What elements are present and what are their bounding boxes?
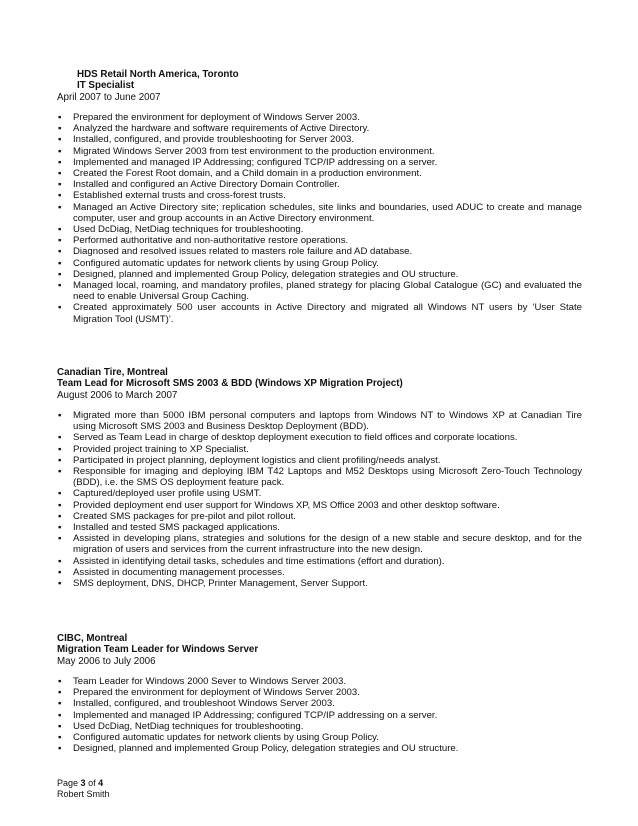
list-item: ▪ Assisted in developing plans, strategies and solutions for the design of a new stable and secure desktop, and for the migration of users and services from the current infrastructure into the new design. (58, 533, 582, 556)
bullet-icon: ▪ (58, 235, 62, 247)
list-item: ▪ Created SMS packages for pre-pilot and pilot rollout. (58, 510, 296, 522)
bullet-icon: ▪ (58, 190, 62, 202)
list-item: ▪ Captured/deployed user profile using USMT. (58, 488, 262, 500)
bullet-icon: ▪ (58, 731, 62, 743)
bullet-icon: ▪ (58, 156, 62, 168)
bullet-icon: ▪ (58, 488, 62, 500)
bullet-icon: ▪ (58, 675, 62, 687)
job-entry (57, 633, 582, 754)
list-item: ▪ Implemented and managed IP Addressing; configured TCP/IP addressing on a server. (58, 156, 438, 168)
responsibility-list (57, 112, 582, 325)
bullet-icon: ▪ (58, 465, 62, 477)
list-item: ▪ Prepared the environment for deployment of Windows Server 2003. (58, 687, 360, 699)
bullet-icon: ▪ (58, 577, 62, 589)
list-item: ▪ Installed, configured, and provide troubleshooting for Server 2003. (58, 134, 355, 146)
bullet-icon: ▪ (58, 443, 62, 455)
list-item: ▪ Configured automatic updates for network clients by using Group Policy. (58, 257, 379, 269)
responsibility-list (57, 410, 582, 589)
bullet-icon: ▪ (58, 279, 62, 291)
page-number: Page 3 of 4 (57, 778, 104, 788)
list-item: ▪ Configured automatic updates for network clients by using Group Policy. (58, 731, 379, 743)
job-entry (57, 367, 582, 589)
list-item: ▪ Designed, planned and implemented Group Policy, delegation strategies and OU structure. (58, 743, 459, 755)
list-item: ▪ Migrated Windows Server 2003 from test environment to the production environment. (58, 145, 435, 157)
list-item: ▪ Installed and tested SMS packaged applications. (58, 521, 280, 533)
bullet-icon: ▪ (58, 201, 62, 213)
list-item: ▪ Used DcDiag, NetDiag techniques for troubleshooting. (58, 223, 304, 235)
list-item: ▪ Created the Forest Root domain, and a Child domain in a production environment. (58, 167, 422, 179)
job-dates: August 2006 to March 2007 (57, 389, 178, 401)
list-item: ▪ Designed, planned and implemented Group Policy, delegation strategies and OU structure. (58, 268, 459, 280)
bullet-icon: ▪ (58, 454, 62, 466)
company-name: HDS Retail North America, Toronto (77, 69, 239, 80)
list-item: ▪ Assisted in identifying detail tasks, schedules and time estimations (effort and duration). (58, 555, 445, 567)
job-title: IT Specialist (77, 80, 135, 92)
list-item: ▪ SMS deployment, DNS, DHCP, Printer Management, Server Support. (58, 577, 368, 589)
job-title: Team Lead for Microsoft SMS 2003 & BDD (Windows XP Migration Project) (57, 378, 403, 390)
page-footer (57, 778, 110, 800)
bullet-icon: ▪ (58, 510, 62, 522)
job-dates: May 2006 to July 2006 (57, 655, 156, 667)
job-entry (57, 69, 582, 325)
list-item: ▪ Installed and configured an Active Directory Domain Controller. (58, 179, 340, 191)
bullet-icon: ▪ (58, 167, 62, 179)
bullet-icon: ▪ (58, 179, 62, 191)
list-item: ▪ Performed authoritative and non-authoritative restore operations. (58, 235, 349, 247)
bullet-icon: ▪ (58, 123, 62, 135)
list-item: ▪ Established external trusts and cross-forest trusts. (58, 190, 286, 202)
job-title: Migration Team Leader for Windows Server (57, 644, 259, 656)
bullet-icon: ▪ (58, 709, 62, 721)
company-name: CIBC, Montreal (57, 633, 128, 644)
bullet-icon: ▪ (58, 268, 62, 280)
list-item: ▪ Prepared the environment for deployment of Windows Server 2003. (58, 111, 360, 123)
list-item: ▪ Participated in project planning, deployment logistics and client profiling/needs analyst. (58, 454, 441, 466)
author-name: Robert Smith (57, 789, 110, 799)
bullet-icon: ▪ (58, 145, 62, 157)
bullet-icon: ▪ (58, 687, 62, 699)
responsibility-list (57, 676, 582, 754)
company-name: Canadian Tire, Montreal (57, 367, 168, 378)
bullet-icon: ▪ (58, 521, 62, 533)
bullet-icon: ▪ (58, 533, 62, 545)
list-item: ▪ Assisted in documenting management processes. (58, 566, 285, 578)
bullet-icon: ▪ (58, 566, 62, 578)
list-item: ▪ Used DcDiag, NetDiag techniques for troubleshooting. (58, 720, 304, 732)
bullet-icon: ▪ (58, 555, 62, 567)
bullet-icon: ▪ (58, 743, 62, 755)
list-item: ▪ Created approximately 500 user accounts in Active Directory and migrated all Windows NT users by ‘User State Migration Tool (USMT)’. (58, 302, 582, 325)
bullet-icon: ▪ (58, 409, 62, 421)
list-item: ▪ Migrated more than 5000 IBM personal computers and laptops from Windows NT to Windows XP at Canadian Tire using Microsoft SMS 2003 and Business Desktop Deployment (BDD). (58, 409, 582, 433)
list-item: ▪ Team Leader for Windows 2000 Sever to Windows Server 2003. (58, 675, 347, 687)
bullet-icon: ▪ (58, 257, 62, 269)
list-item: ▪ Installed, configured, and troubleshoot Windows Server 2003. (58, 698, 335, 710)
bullet-icon: ▪ (58, 223, 62, 235)
job-dates: April 2007 to June 2007 (57, 91, 161, 103)
list-item: ▪ Provided project training to XP Specialist. (58, 443, 249, 455)
list-item: ▪ Managed local, roaming, and mandatory profiles, planed strategy for placing Global Catalogue (GC) and evaluated the need to enable Universal Group Caching. (58, 279, 582, 303)
list-item: ▪ Analyzed the hardware and software requirements of Active Directory. (58, 123, 370, 135)
list-item: ▪ Served as Team Lead in charge of desktop deployment execution to field offices and corporate locations. (58, 432, 518, 444)
bullet-icon: ▪ (58, 246, 62, 258)
bullet-icon: ▪ (58, 698, 62, 710)
bullet-icon: ▪ (58, 499, 62, 511)
bullet-icon: ▪ (58, 111, 62, 123)
list-item: ▪ Responsible for imaging and deploying IBM T42 Laptops and M52 Desktops using Microsoft Zero-Touch Technology (BDD), i.e. the SMS OS deployment feature pack. (58, 465, 582, 489)
bullet-icon: ▪ (58, 720, 62, 732)
bullet-icon: ▪ (58, 134, 62, 146)
bullet-icon: ▪ (58, 432, 62, 444)
list-item: ▪ Diagnosed and resolved issues related to masters role failure and AD database. (58, 246, 413, 258)
list-item: ▪ Provided deployment end user support for Windows XP, MS Office 2003 and other desktop software. (58, 499, 500, 511)
list-item: ▪ Managed an Active Directory site; replication schedules, site links and boundaries, used ADUC to create and manage computer, user and group accounts in an Active Directory environment. (58, 201, 582, 224)
bullet-icon: ▪ (58, 302, 62, 314)
list-item: ▪ Implemented and managed IP Addressing; configured TCP/IP addressing on a server. (58, 709, 438, 721)
